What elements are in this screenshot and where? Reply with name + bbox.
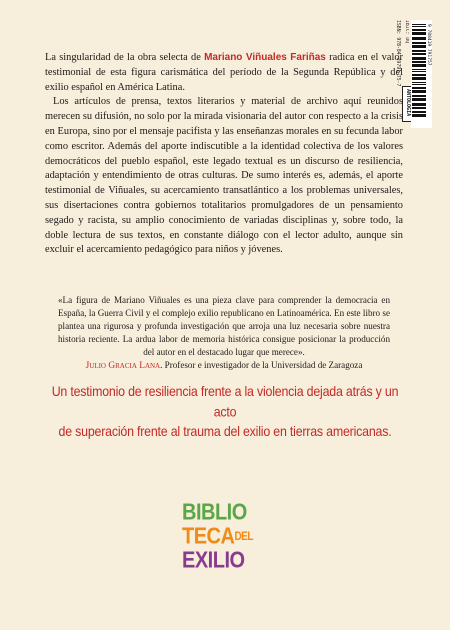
- barcode-digits: 9 788419 791757: [426, 24, 431, 66]
- synopsis: [45, 51, 403, 258]
- logo-row-biblio: BIBLIO: [182, 499, 247, 526]
- barcode-bar: [412, 95, 426, 97]
- logo-del: DEL: [234, 530, 253, 544]
- barcode-bar: [412, 87, 426, 89]
- synopsis-paragraph-1: [45, 51, 403, 95]
- isbn-text-value: ISBN: 978-84-19791-75-7: [395, 20, 400, 87]
- logo-teca: TECA: [182, 523, 235, 550]
- barcode-bar: [412, 50, 426, 52]
- tagline-line-2: de superación frente al trauma del exilio en tierras americanas.: [58, 423, 392, 440]
- barcode-bar: [412, 111, 426, 113]
- tagline: [40, 382, 410, 442]
- barcode-bar: [412, 98, 426, 101]
- quote-author: Julio Gracia Lana: [85, 360, 161, 371]
- barcode-bar: [412, 107, 426, 109]
- quote-affiliation: . Profesor e investigador de la Universidad de Zaragoza: [160, 359, 363, 370]
- synopsis-intro-rest: radica en el valor testimonial de esta figura carismática del período de la Segunda República y del exilio español en América Latina.: [45, 52, 403, 93]
- barcode-bar: [412, 82, 426, 83]
- barcode-bar: [412, 29, 426, 31]
- barcode-bar: [412, 53, 426, 55]
- barcode-bar: [412, 71, 426, 72]
- barcode-bar: [412, 77, 426, 80]
- endorsement-quote: [58, 294, 390, 372]
- ibic-text-value: IBIC: DQ: [404, 20, 409, 44]
- series-label: ANTOLOGÍA: [405, 89, 411, 117]
- barcode-bar: [412, 57, 426, 60]
- barcode-bar: [412, 103, 426, 106]
- barcode-bar: [412, 90, 426, 93]
- barcode-bar: [412, 37, 426, 40]
- logo-row-exilio: EXILIO: [182, 547, 245, 574]
- barcode-bar: [412, 84, 426, 85]
- quote-text: «La figura de Mariano Viñuales es una pieza clave para comprender la democracia en España, la Guerra Civil y el complejo exilio republicano en Latinoamérica. En este libro se plantea una rigurosa y profunda investigación que arroja una luz necesaria sobre nuestra historia reciente. La ardua labor de memoria histórica consigue posicionar la producción del autor en el destacado lugar que merece».: [58, 295, 390, 357]
- barcode-bar: [412, 45, 426, 48]
- barcode-bars: [411, 20, 432, 128]
- barcode-bar: [412, 32, 426, 35]
- barcode-bar: [412, 69, 426, 70]
- biblioteca-del-exilio-logo: [182, 501, 272, 573]
- synopsis-intro: La singularidad de la obra selecta de: [45, 52, 205, 63]
- barcode-bar: [412, 24, 426, 25]
- barcode-bar: [412, 74, 426, 76]
- synopsis-paragraph-2: Los artículos de prensa, textos literarios y material de archivo aquí reunidos merecen su difusión, no solo por la mirada visionaria del autor con respecto a la crisis en Europa, sino por el mensaje pacifista y las enseñanzas morales en su fecunda labor como escritor. Además del aporte indiscutible a la identidad colectiva de los valores democráticos del pueblo español, este legado textual es un discurso de resiliencia, adaptación y entendimiento de otras culturas. De sumo interés es, además, el aporte testimonial de Viñuales, su acercamiento transatlántico a los problemas universales, sus disertaciones contra gobiernos totalitarios promulgadores de un pensamiento segado y racista, su amplio conocimiento de variadas disciplinas y, sobre todo, la doble lectura de sus textos, en constante diálogo con el lector adulto, aunque sin excluir el acercamiento pedagógico para niños y jóvenes.: [45, 96, 403, 256]
- author-name: Mariano Viñuales Fariñas: [204, 52, 326, 63]
- logo-row-teca: [182, 525, 253, 548]
- tagline-line-1: Un testimonio de resiliencia frente a la violencia dejada atrás y un acto: [51, 383, 399, 420]
- barcode-bar: [412, 61, 426, 63]
- barcode-bar: [412, 42, 426, 44]
- barcode-bar: [412, 64, 426, 67]
- quote-attribution: [58, 359, 390, 373]
- barcode-bar: [412, 114, 426, 117]
- barcode-bar: [412, 26, 426, 27]
